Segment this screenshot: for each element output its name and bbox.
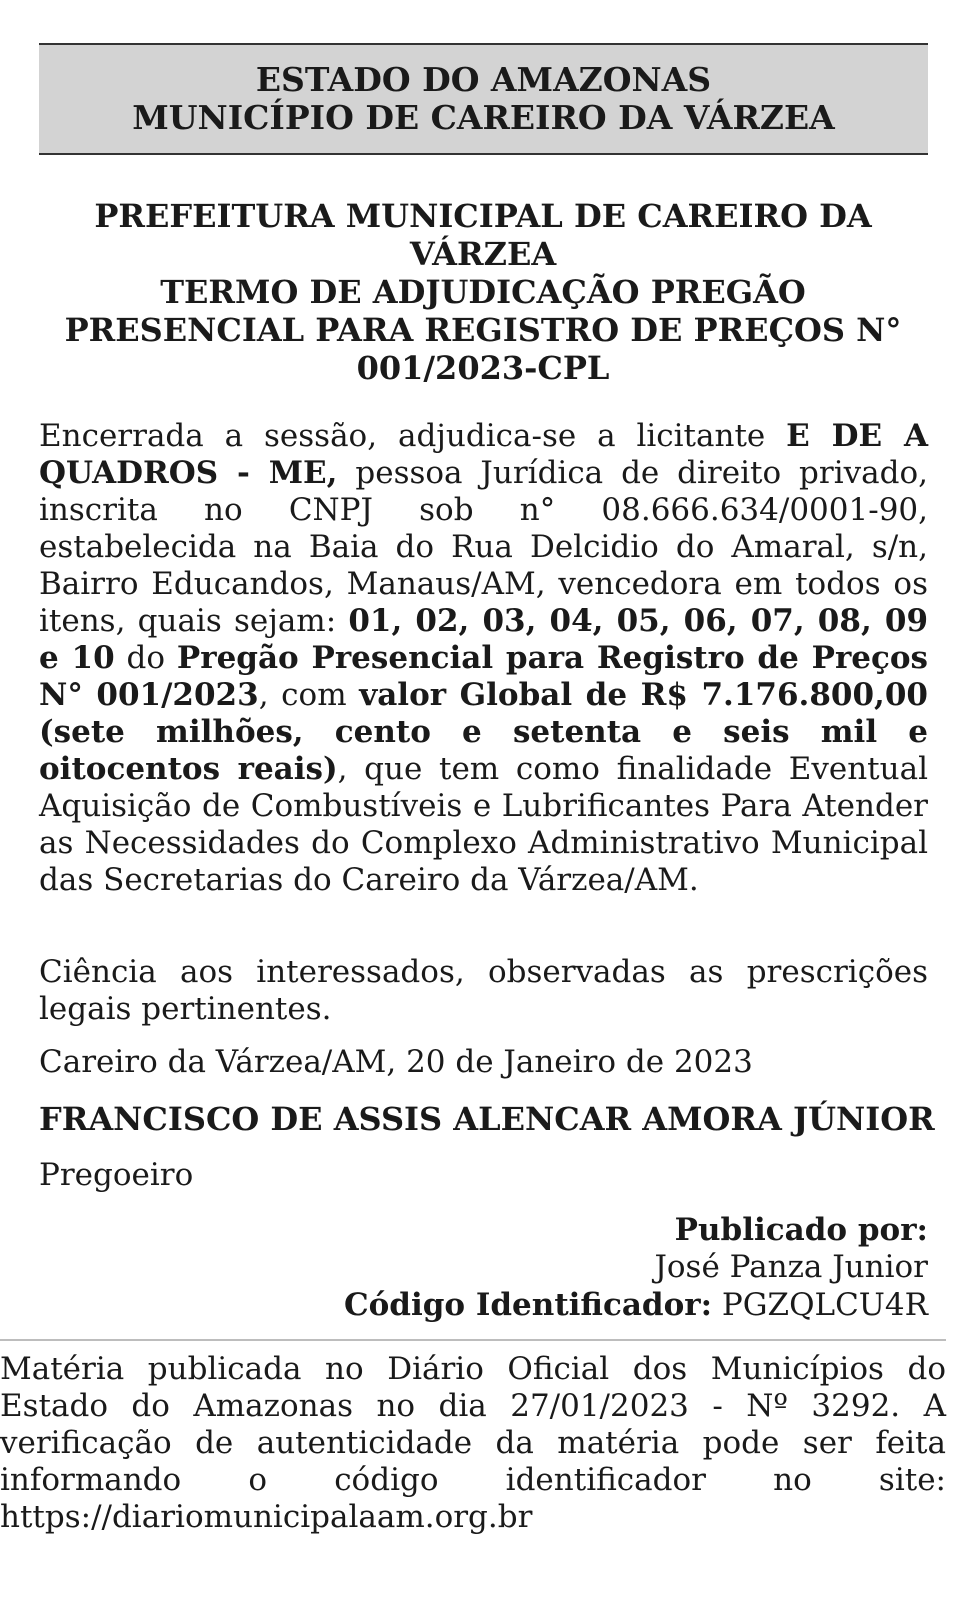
p1-text-e: , que tem como finalidade Eventual Aquisição de Combustíveis e Lubrificantes Para Atender as Necessidades do Complexo Administrativo Municipal das Secretarias do Careiro da Várzea/AM.	[39, 751, 928, 898]
p1-text-d: , com	[258, 677, 360, 713]
state-name: ESTADO DO AMAZONAS	[255, 60, 712, 99]
p1-text-c: do	[114, 640, 177, 676]
signer-role: Pregoeiro	[39, 1157, 194, 1193]
pregao-reference: Pregão Presencial para Registro de Preços N° 001/2023	[39, 640, 929, 713]
publication-footer: Matéria publicada no Diário Oficial dos Municípios do Estado do Amazonas no dia 27/01/2023 - Nº 3292. A verificação de autenticidade da matéria pode ser feita informando o código identificador no site: https://diariomunicipalaam.org.br	[0, 1351, 946, 1535]
global-value: valor Global de R$ 7.176.800,00 (sete milhões, cento e setenta e seis mil e oitocentos reais)	[39, 677, 928, 787]
adjudication-paragraph	[39, 418, 928, 899]
signer-name: FRANCISCO DE ASSIS ALENCAR AMORA JÚNIOR	[39, 1100, 935, 1138]
header-banner	[39, 43, 928, 155]
publisher-name: José Panza Junior	[654, 1249, 928, 1285]
p1-text-a: Encerrada a sessão, adjudica-se a licitante	[39, 418, 787, 454]
title-line-1: PREFEITURA MUNICIPAL DE CAREIRO DA	[94, 197, 872, 235]
company-name: E DE A QUADROS - ME,	[39, 418, 928, 491]
published-by-label: Publicado por:	[674, 1212, 928, 1248]
identifier-code	[344, 1287, 928, 1324]
document-title	[60, 197, 906, 387]
title-line-4: PRESENCIAL PARA REGISTRO DE PREÇOS N°	[64, 311, 902, 349]
title-line-3: TERMO DE ADJUDICAÇÃO PREGÃO	[160, 273, 806, 311]
place-date: Careiro da Várzea/AM, 20 de Janeiro de 2023	[39, 1044, 753, 1080]
p1-text-b: pessoa Jurídica de direito privado, inscrita no CNPJ sob n° 08.666.634/0001-90, estabelecida na Baia do Rua Delcidio do Amaral, s/n, Bairro Educandos, Manaus/AM, vencedora em todos os itens, quais sejam:	[39, 455, 928, 639]
footer-divider	[0, 1339, 946, 1341]
notice-paragraph: Ciência aos interessados, observadas as prescrições legais pertinentes.	[39, 954, 928, 1027]
identifier-code-label: Código Identificador:	[343, 1287, 713, 1323]
title-line-5: 001/2023-CPL	[356, 349, 610, 387]
municipality-name: MUNICÍPIO DE CAREIRO DA VÁRZEA	[132, 98, 835, 137]
item-list: 01, 02, 03, 04, 05, 06, 07, 08, 09 e 10	[39, 603, 929, 676]
title-line-2: VÁRZEA	[409, 235, 557, 273]
identifier-code-value: PGZQLCU4R	[712, 1287, 928, 1323]
